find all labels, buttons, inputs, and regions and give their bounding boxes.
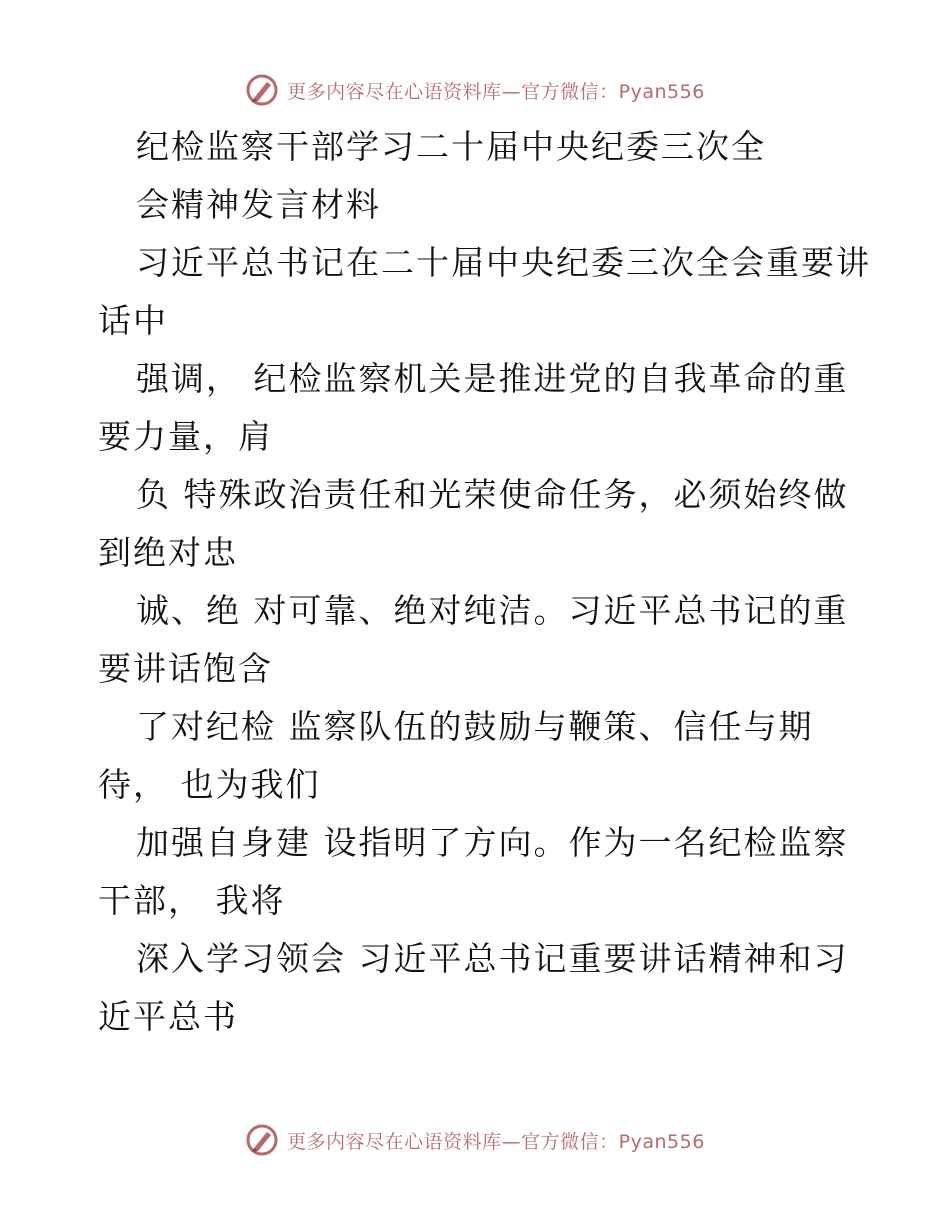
text-line: 干部， 我将 [98,881,286,920]
text-line: 纪检监察干部学习二十届中央纪委三次全 [136,127,766,166]
text-line: 待， 也为我们 [98,765,321,804]
header-banner-text: 更多内容尽在心语资料库—官方微信：Pyan556 [287,80,705,103]
text-line: 深入学习领会 习近平总书记重要讲话精神和习 [136,939,849,978]
text-line: 到绝对忠 [98,533,238,572]
text-line: 话中 [98,301,168,340]
text-line: 了对纪检 监察队伍的鼓励与鞭策、信任与期 [136,707,814,746]
text-line: 负 特殊政治责任和光荣使命任务，必须始终做 [136,475,849,514]
text-line: 诚、绝 对可靠、绝对纯洁。习近平总书记的重 [136,591,849,630]
text-line: 要讲话饱含 [98,649,273,688]
text-line: 要力量，肩 [98,417,273,456]
footer-banner-text: 更多内容尽在心语资料库—官方微信：Pyan556 [287,1130,705,1153]
footer-banner [0,1120,950,1160]
pen-logo-icon [245,73,279,107]
document-body [98,118,871,1046]
header-banner [0,70,950,110]
text-line: 会精神发言材料 [136,185,381,224]
pen-logo-icon [245,1123,279,1157]
text-line: 加强自身建 设指明了方向。作为一名纪检监察 [136,823,849,862]
text-line: 强调， 纪检监察机关是推进党的自我革命的重 [136,359,849,398]
text-line: 习近平总书记在二十届中央纪委三次全会重要讲 [136,243,871,282]
text-line: 近平总书 [98,997,238,1036]
